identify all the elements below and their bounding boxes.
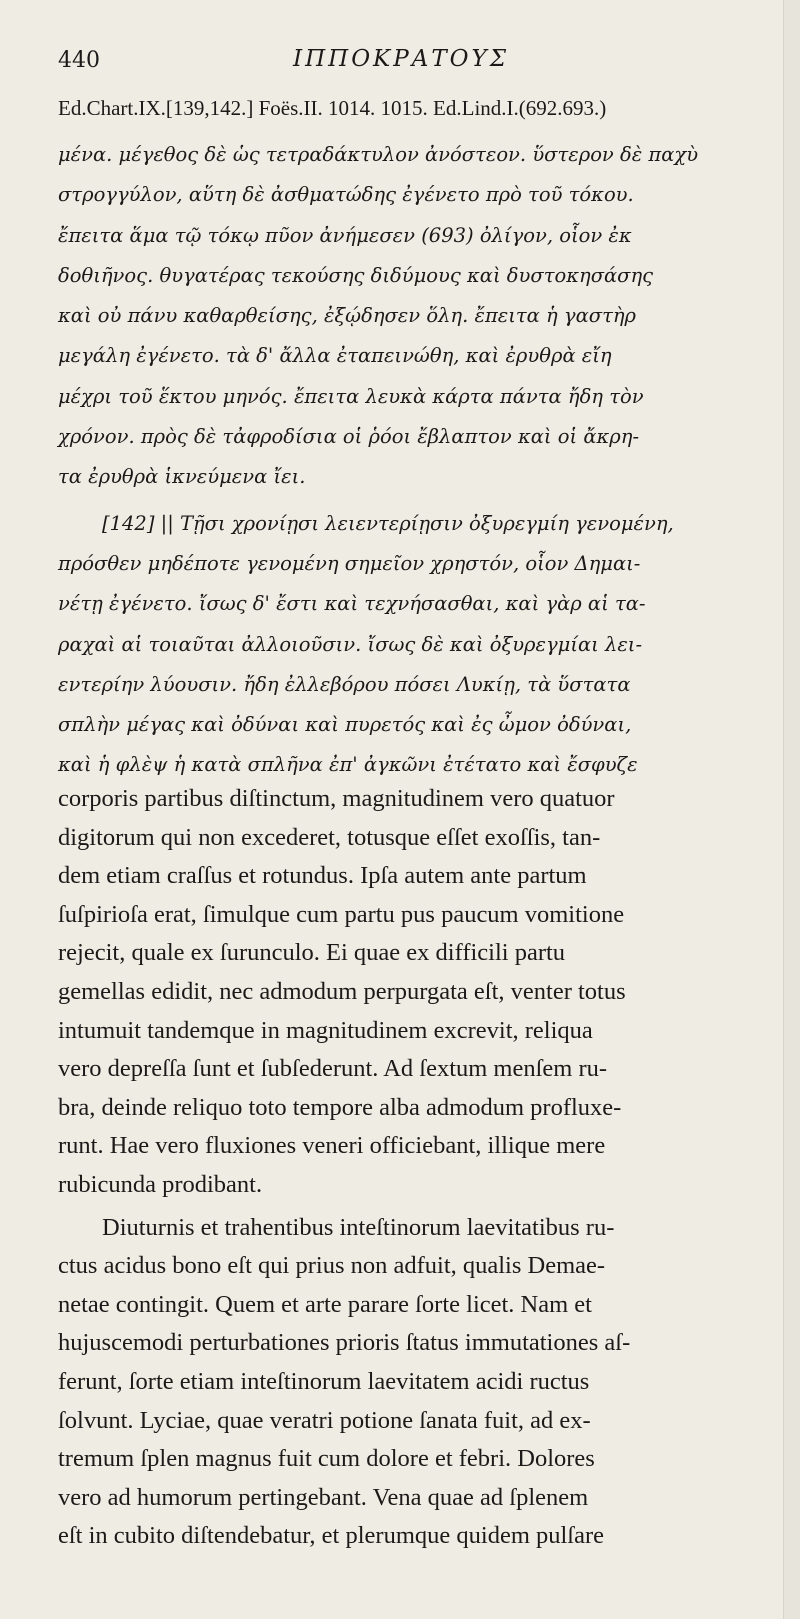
text-line: tremum ſplen magnus fuit cum dolore et febri. Dolores [58,1445,595,1473]
text-line: τα ἐρυθρὰ ἱκνεύμενα ἴει. [58,465,306,489]
greek-paragraph [58,135,778,498]
text-line: ραχαὶ αἱ τοιαῦται ἀλλοιοῦσιν. ἴσως δὲ καὶ ὀξυρεγμίαι λει- [58,632,643,656]
text-line: intumuit tandemque in magnitudinem excrevit, reliqua [58,1016,593,1044]
greek-text [58,135,778,786]
latin-paragraph [58,780,780,1205]
text-line: ferunt, ſorte etiam inteſtinorum laevitatem acidi ructus [58,1367,590,1395]
text-line: καὶ ἡ φλὲψ ἡ κατὰ σπλῆνα ἐπ' ἀγκῶνι ἐτέτατο καὶ ἔσφυζε [58,753,638,777]
page-edge [783,0,800,1619]
text-line: εντερίην λύουσιν. ἤδη ἐλλεβόρου πόσει Λυκίῃ, τὰ ὕστατα [58,672,631,696]
text-line: runt. Hae vero fluxiones veneri officiebant, illique mere [58,1132,606,1160]
running-title: ΙΠΠΟΚΡΑΤΟΥΣ [293,46,509,72]
text-line: bra, deinde reliquo toto tempore alba admodum profluxe- [58,1093,622,1121]
text-line: Diuturnis et trahentibus inteſtinorum laevitatibus ru- [102,1213,615,1241]
text-line: μέχρι τοῦ ἕκτου μηνός. ἔπειτα λευκὰ κάρτα πάντα ἤδη τὸν [58,384,644,408]
page-number: 440 [58,48,100,73]
text-line: digitorum qui non excederet, totusque eſſet exoſſis, tan- [58,823,601,851]
text-line: corporis partibus diſtinctum, magnitudinem vero quatuor [58,785,615,812]
text-line: eſt in cubito diſtendebatur, et plerumque quidem pulſare [58,1522,605,1550]
text-line: μεγάλη ἐγένετο. τὰ δ' ἄλλα ἐταπεινώθη, καὶ ἐρυθρὰ εἴη [58,344,612,368]
text-line: dem etiam craſſus et rotundus. Ipſa autem ante partum [58,862,587,890]
text-line: καὶ οὐ πάνυ καθαρθείσης, ἐξῴδησεν ὅλη. ἔπειτα ἡ γαστὴρ [58,304,637,328]
edition-reference: Ed.Chart.IX.[139,142.] Foës.II. 1014. 1015. Ed.Lind.I.(692.693.) [58,96,607,120]
text-line: ἔπειτα ἅμα τῷ τόκῳ πῦον ἀνήμεσεν (693) ὀλίγον, οἷον ἐκ [58,223,632,247]
latin-text [58,780,780,1556]
text-line: ſuſpirioſa erat, ſimulque cum partu pus paucum vomitione [58,900,625,928]
text-line: στρογγύλον, αὕτη δὲ ἀσθματώδης ἐγένετο πρὸ τοῦ τόκου. [58,183,634,207]
text-line: νέτῃ ἐγένετο. ἴσως δ' ἔστι καὶ τεχνήσασθαι, καὶ γὰρ αἱ τα- [58,592,646,616]
text-line: gemellas edidit, nec admodum perpurgata eſt, venter totus [58,977,626,1005]
text-line: χρόνον. πρὸς δὲ τἀφροδίσια οἱ ῥόοι ἔβλαπτον καὶ οἱ ἄκρη- [58,425,640,449]
text-line: πρόσθεν μηδέποτε γενομένη σημεῖον χρηστόν, οἷον Δημαι- [58,551,641,575]
text-line: netae contingit. Quem et arte parare ſorte licet. Nam et [58,1290,592,1318]
text-line: [142] || Τῇσι χρονίῃσι λειεντερίῃσιν ὀξυρεγμίη γενομένη, [102,511,674,535]
text-line: μένα. μέγεθος δὲ ὡς τετραδάκτυλον ἀνόστεον. ὕστερον δὲ παχὺ [58,143,699,166]
text-line: hujuscemodi perturbationes prioris ſtatus immutationes aſ- [58,1329,631,1357]
text-line: δοθιῆνος. θυγατέρας τεκούσης διδύμους καὶ δυστοκησάσης [58,263,654,287]
text-line: vero depreſſa ſunt et ſubſederunt. Ad ſextum menſem ru- [58,1055,608,1083]
text-line: rejecit, quale ex ſurunculo. Ei quae ex difficili partu [58,939,566,967]
text-line: vero ad humorum pertingebant. Vena quae ad ſplenem [58,1483,589,1511]
text-line: rubicunda prodibant. [58,1170,263,1198]
text-line: ſolvunt. Lyciae, quae veratri potione ſanata fuit, ad ex- [58,1406,591,1434]
latin-paragraph [58,1209,780,1556]
text-line: σπλὴν μέγας καὶ ὀδύναι καὶ πυρετός καὶ ἐς ὦμον ὀδύναι, [58,713,632,737]
running-head [58,38,770,84]
text-line: ctus acidus bono eſt qui prius non adfuit, qualis Demae- [58,1252,606,1280]
greek-paragraph [58,504,778,786]
